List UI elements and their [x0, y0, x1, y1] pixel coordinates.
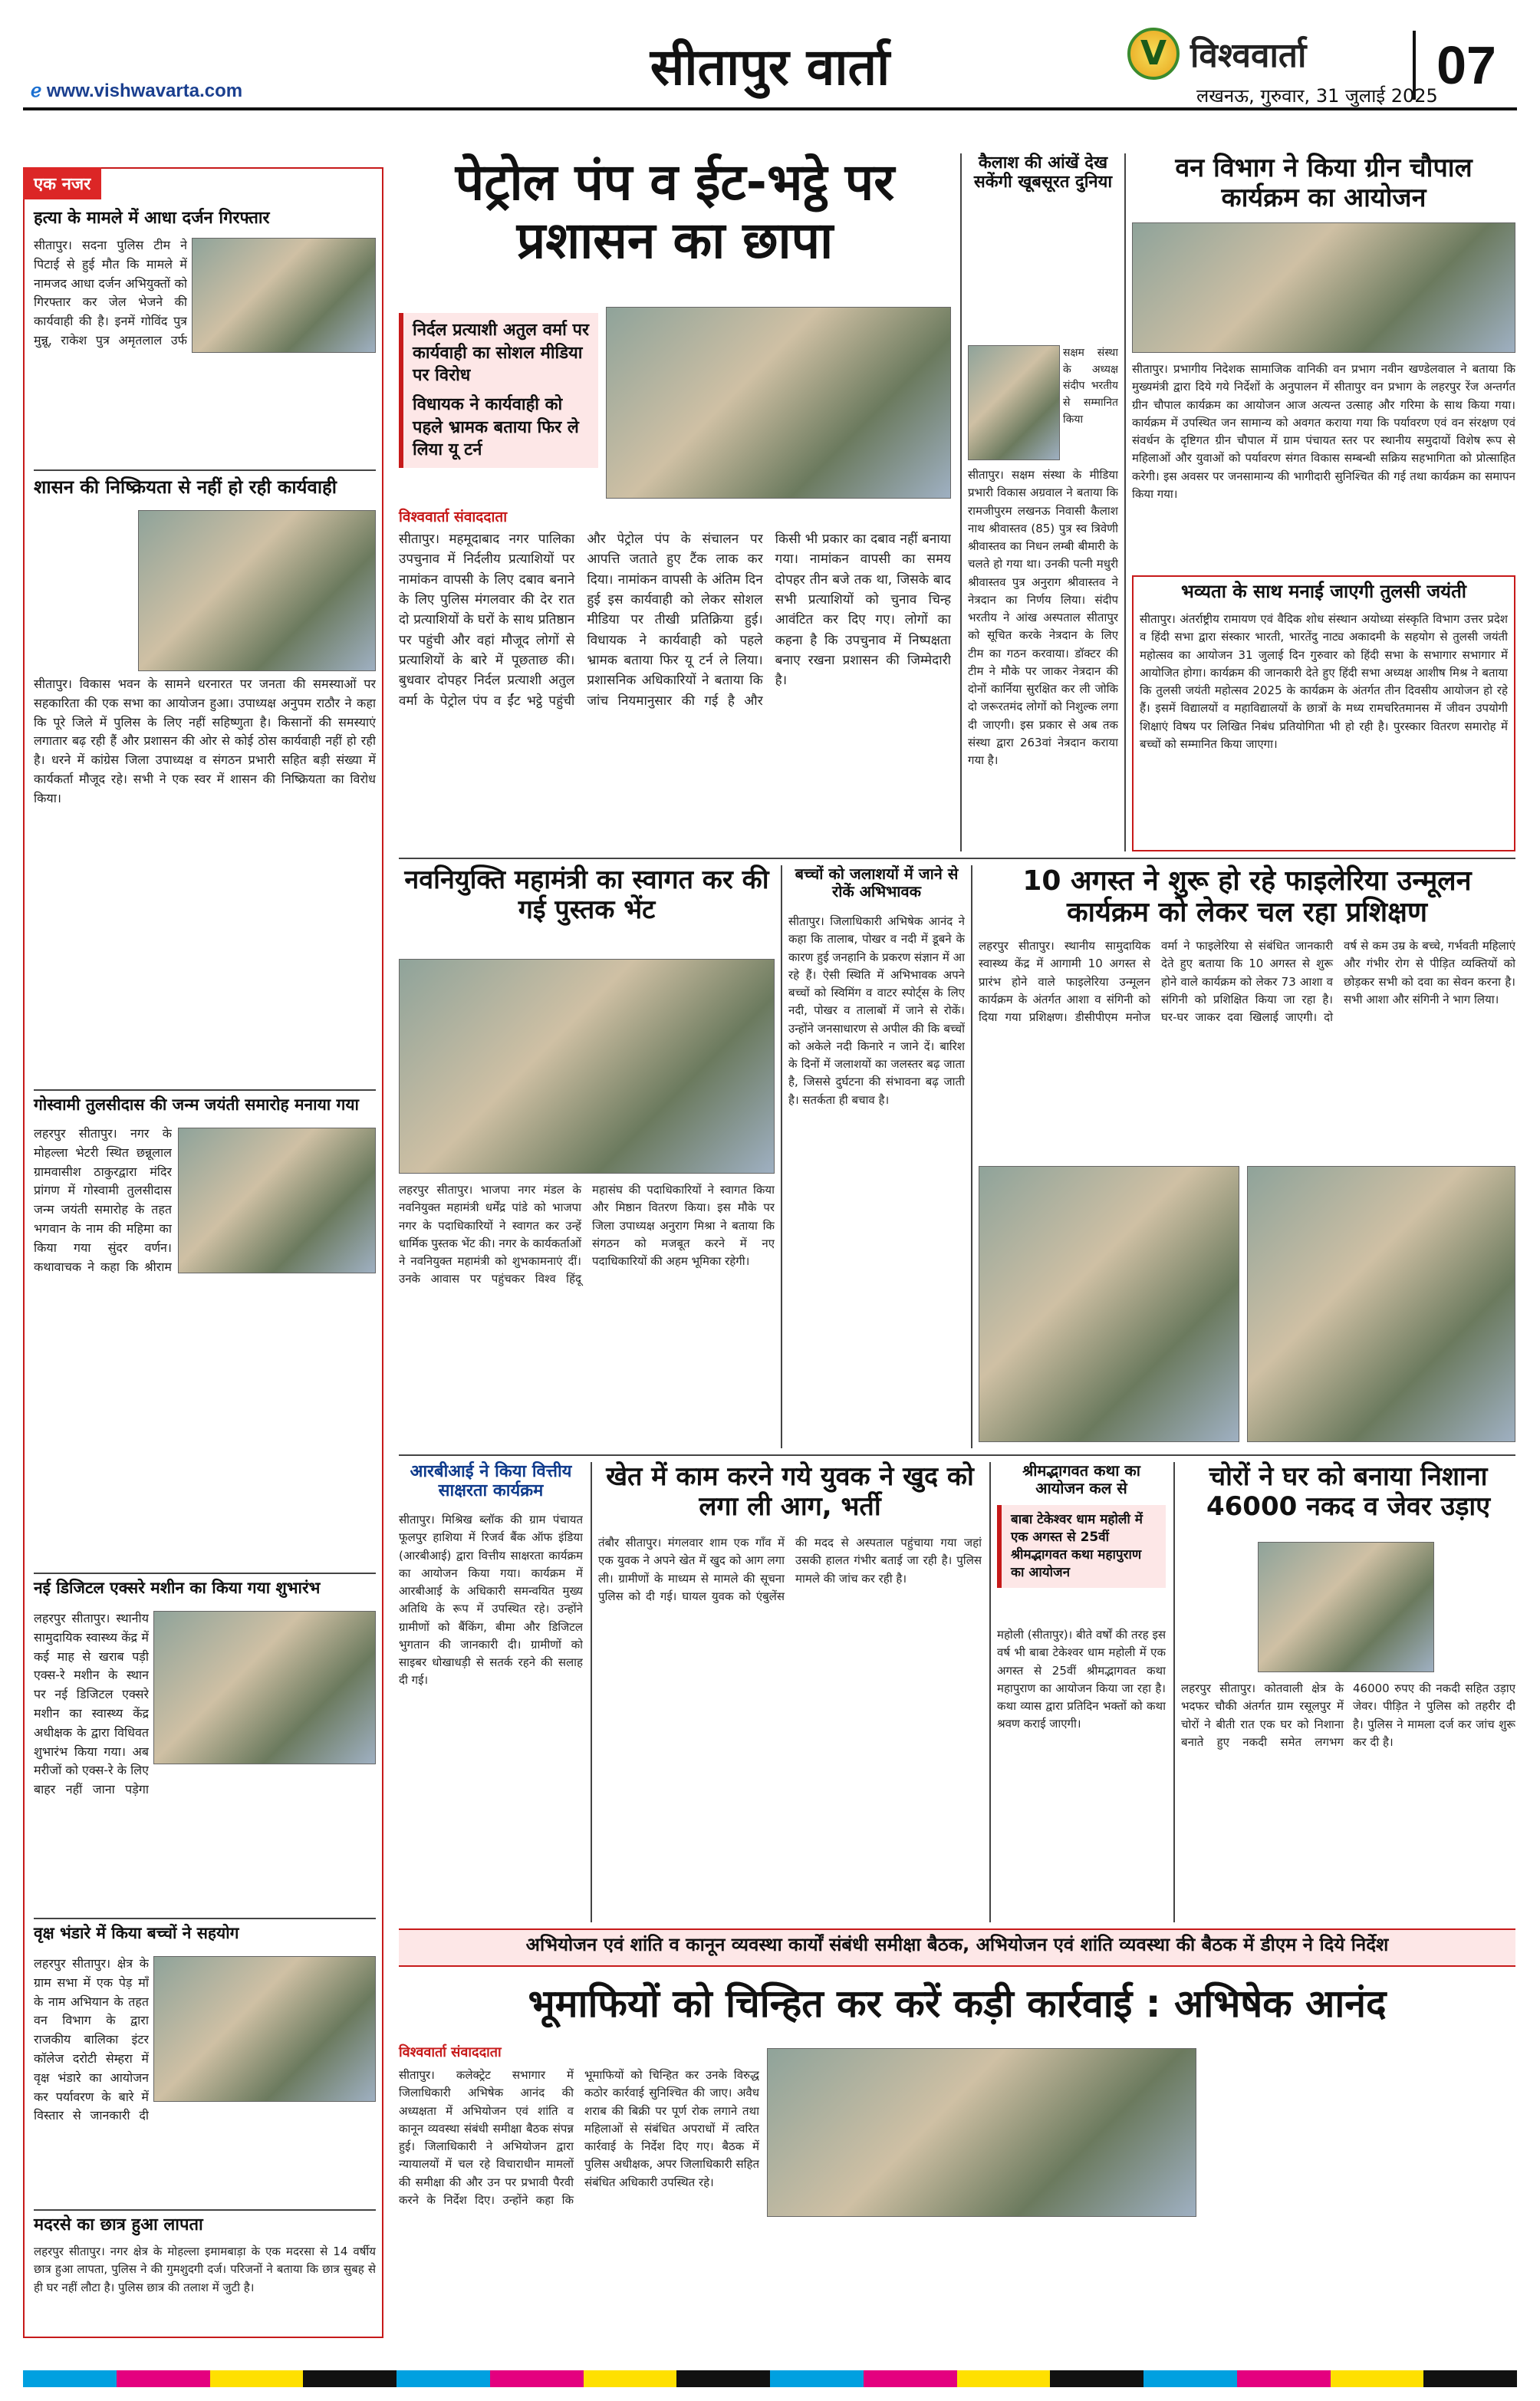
- story-bullet: बाबा टेकेश्वर धाम महोली में एक अगस्त से 25वीं श्रीमद्भागवत कथा महापुराण का आयोजन: [997, 1505, 1166, 1588]
- divider: [34, 1918, 376, 1919]
- lead-byline: विश्ववार्ता संवाददाता: [399, 509, 508, 525]
- col-divider: [591, 1462, 592, 1922]
- story-body: सीतापुर। सक्षम संस्था के मीडिया प्रभारी विकास अग्रवाल ने बताया कि रामजीपुरम लखनऊ निवासी कैलाश नाथ श्रीवास्तव (85) पुत्र स्व त्रिवेणी श्रीवास्तव का निधन लम्बी बीमारी के चलते हो गया था। उनकी पत्नी मधुरी श्रीवास्तव पुत्र अनुराग श्रीवास्तव ने नेत्रदान का निर्णय लिया। संदीप भरतीय ने आंख अस्पताल सीतापुर को सूचित करके नेत्रदान के लिए टीम का गठन करवाया। डॉक्टर की टीम ने मौके पर जाकर नेत्रदान की दोनों कार्निया सुरक्षित कर ली जोकि दो जरूरतमंद लोगों को निशुल्क लगा दी जाएगी। इस प्रकार से अब तक संस्था द्वारा 263वां नेत्रदान कराया गया है।: [968, 468, 1118, 767]
- meeting-photo: [767, 2048, 1196, 2217]
- dateline: लखनऊ, गुरुवार, 31 जुलाई 2025: [1196, 85, 1438, 107]
- brand-logo: [1127, 28, 1306, 80]
- col-divider: [1173, 1462, 1175, 1922]
- story-body: लहरपुर सीतापुर। नगर के मोहल्ला भेटरी स्थित छन्नूलाल ग्रामवासीश ठाकुरद्वारा मंदिर प्रांगण में गोस्वामी तुलसीदास जन्म जयंती समारोह के तहत भगवान के नाम की महिमा का किया गया सुंदर वर्णन। कथावाचक ने कहा कि श्रीराम: [34, 1126, 172, 1274]
- story-headline: भव्यता के साथ मनाई जाएगी तुलसी जयंती: [1181, 581, 1466, 602]
- logo-icon: V: [1127, 28, 1180, 80]
- bottom-strap: अभियोजन एवं शांति व कानून व्यवस्था कार्यों संबंधी समीक्षा बैठक, अभियोजन एवं शांति व्यवस्था की बैठक में डीएम ने दिये निर्देश: [525, 1934, 1389, 1955]
- story-body: [968, 222, 1118, 341]
- person-photo: [968, 345, 1060, 460]
- story-photo: [1247, 1166, 1515, 1442]
- story-body: लहरपुर सीतापुर। स्थानीय सामुदायिक स्वास्थ्य केंद्र में आगामी 10 अगस्त से प्रारंभ होने वाले फाइलेरिया उन्मूलन कार्यक्रम के अंतर्गत आशा व संगिनी को दिया गया प्रशिक्षण। डीसीपीएम मनोज वर्मा ने फाइलेरिया से संबंधित जानकारी देते हुए बताया कि 10 अगस्त से शुरू होने वाले कार्यक्रम को लेकर 73 आशा व संगिनी को प्रशिक्षित किया जा रहा है। घर-घर जाकर दवा खिलाई जाएगी। दो वर्ष से कम उम्र के बच्चे, गर्भवती महिलाएं और गंभीर रोग से पीड़ित व्यक्तियों को छोड़कर सभी को दवा का सेवन करना है। सभी आशा और संगिनी ने भाग लिया।: [979, 939, 1515, 1024]
- story-photo: [1132, 222, 1515, 353]
- bullet-item: विधायक ने कार्यवाही को पहले भ्रामक बताया फिर ले लिया यू टर्न: [413, 395, 579, 460]
- print-colorbar: [23, 2370, 1517, 2387]
- story-photo: [153, 1611, 376, 1764]
- col-divider: [960, 153, 962, 851]
- story-body: लहरपुर सीतापुर। कोतवाली क्षेत्र के भदफर चौकी अंतर्गत ग्राम रसूलपुर में चोरों ने बीती रात एक घर को निशाना बनाते हुए नकदी समेत लगभग 46000 रुपए की नकदी सहित उड़ाए जेवर। पीड़ित ने पुलिस को तहरीर दी है। पुलिस ने मामला दर्ज कर जांच शुरू कर दी है।: [1181, 1681, 1515, 1749]
- bottom-body-cont: [1204, 2048, 1515, 2335]
- story-headline: मदरसे का छात्र हुआ लापता: [34, 2215, 203, 2235]
- story-photo: [138, 510, 376, 671]
- lead-photo: [606, 307, 951, 499]
- url-text: www.vishwavarta.com: [46, 81, 243, 101]
- story-photo: [979, 1166, 1239, 1442]
- bottom-body-cont: [767, 2225, 1196, 2335]
- story-body: लहरपुर सीतापुर। स्थानीय सामुदायिक स्वास्थ्य केंद्र में कई माह से खराब पड़ी एक्स-रे मशीन के स्थान पर नई डिजिटल एक्सरे मशीन का स्वास्थ्य केंद्र अधीक्षक के द्वारा विधिवत शुभारंभ किया गया। अब मरीजों को एक्स-रे के लिए बाहर नहीं जाना पड़ेगा: [34, 1611, 149, 1797]
- story-body: [34, 506, 133, 675]
- row-divider: [399, 1454, 1515, 1456]
- page-number: 07: [1413, 31, 1517, 100]
- story-headline: आरबीआई ने किया वित्तीय साक्षरता कार्यक्रम: [410, 1462, 572, 1501]
- story-headline: चोरों ने घर को बनाया निशाना 46000 नकद व जेवर उड़ाए: [1206, 1461, 1491, 1523]
- bottom-body: सीतापुर। कलेक्ट्रेट सभागार में जिलाधिकारी अभिषेक आनंद की अध्यक्षता में अभियोजन एवं शांति व कानून व्यवस्था संबंधी समीक्षा बैठक संपन्न हुई। जिलाधिकारी ने अभियोजन द्वारा न्यायालयों में चल रहे विचाराधीन मामलों की समीक्षा की और उन पर प्रभावी पैरवी करने के निर्देश दिए। उन्होंने कहा कि भूमाफियों को चिन्हित कर उनके विरुद्ध कठोर कार्रवाई सुनिश्चित की जाए। अवैध शराब की बिक्री पर पूर्ण रोक लगाने तथा महिलाओं से संबंधित अपराधों में त्वरित कार्रवाई के निर्देश दिए गए। बैठक में पुलिस अधीक्षक, अपर जिलाधिकारी सहित संबंधित अधिकारी उपस्थित रहे।: [399, 2068, 759, 2207]
- story-body: तंबौर सीतापुर। मंगलवार शाम एक गाँव में एक युवक ने अपने खेत में खुद को आग लगा ली। ग्रामीणों के माध्यम से मामले की सूचना पुलिस को दी गई। घायल युवक को एंबुलेंस की मदद से अस्पताल पहुंचाया गया जहां उसकी हालत गंभीर बताई जा रही है। पुलिस मामले की जांच कर रही है।: [598, 1536, 982, 1603]
- story-body: लहरपुर सीतापुर। क्षेत्र के ग्राम सभा में एक पेड़ माँ के नाम अभियान के तहत वन विभाग के द्वारा राजकीय बालिका इंटर कॉलेज दरोटी सेम्हरा में वृक्ष भंडारे का आयोजन कर पर्यावरण के बारे में विस्तार से जानकारी दी: [34, 1956, 149, 2123]
- story-body: सीतापुर। अंतर्राष्ट्रीय रामायण एवं वैदिक शोध संस्थान अयोध्या संस्कृति विभाग उत्तर प्रदेश व हिंदी सभा द्वारा संस्कार भारती, भारतेंदु नाट्य अकादमी के सहयोग से तुलसी जयंती महोत्सव का आयोजन 31 जुलाई दिन गुरुवार को हिंदी सभा के सभागार सभागार में आयोजित होगा। कार्यक्रम की जानकारी देते हुए हिंदी सभा अध्यक्ष आशीष मिश्र ने बताया कि तुलसी जयंती महोत्सव 2025 के कार्यक्रम के अंतर्गत तीन दिवसीय आयोजन हो रहे हैं। इसमें विद्यालयों व महाविद्यालयों के छात्रों के मध्य रामचरितमानस में जीवन उपयोगी शिक्षाएं विषय पर लिखित निबंध प्रतियोगिता भी हो रही है। पुरस्कार वितरण समारोह में बच्चों को सम्मानित किया जाएगा।: [1140, 612, 1508, 751]
- story-headline: गोस्वामी तुलसीदास की जन्म जयंती समारोह मनाया गया: [34, 1095, 359, 1114]
- story-photo: [153, 1956, 376, 2102]
- divider: [34, 1089, 376, 1091]
- story-headline: नई डिजिटल एक्सरे मशीन का किया गया शुभारंभ: [34, 1579, 321, 1597]
- story-photo: [1258, 1542, 1434, 1672]
- photo-caption: सक्षम संस्था के अध्यक्ष संदीप भरतीय से सम्मानित किया: [1063, 347, 1118, 426]
- story-body: महोली (सीतापुर)। बीते वर्षों की तरह इस वर्ष भी बाबा टेकेश्वर धाम महोली में एक अगस्त से 25वीं श्रीमद्भागवत कथा महापुराण का आयोजन किया जा रहा है। कथा व्यास द्वारा प्रतिदिन भक्तों को कथा श्रवण कराई जाएगी।: [997, 1628, 1166, 1731]
- col-divider: [781, 865, 782, 1448]
- story-headline: शासन की निष्क्रियता से नहीं हो रही कार्यवाही: [34, 476, 337, 498]
- section-tag: एक नजर: [23, 167, 101, 199]
- story-photo: [192, 238, 376, 353]
- bottom-byline: विश्ववार्ता संवाददाता: [399, 2044, 502, 2060]
- story-body-cont: [34, 1281, 376, 1565]
- story-headline: नवनियुक्ति महामंत्री का स्वागत कर की गई पुस्तक भेंट: [404, 865, 769, 926]
- page-title: सीतापुर वार्ता: [650, 38, 890, 97]
- story-body-cont: [34, 354, 376, 463]
- story-body: सीतापुर। प्रभागीय निदेशक सामाजिक वानिकी वन प्रभाग नवीन खण्डेलवाल ने बताया कि मुख्यमंत्री द्वारा दिये गये निर्देशों के अनुपालन में सीतापुर वन प्रभाग के लहरपुर रेंज अन्तर्गत ग्रीन चौपाल कार्यक्रम का आयोजन आज अत्यन्त उत्साह और गरिमा के साथ किया गया। कार्यक्रम में उपस्थित जन सामान्य को अवगत कराया गया कि पर्यावरण एवं वन संरक्षण एवं संवर्धन के दृष्टिगत ग्रीन चौपाल में ग्राम पंचायत स्तर पर स्थानीय समुदायों विशेष रूप से महिलाओं और युवाओं को पर्यावरण संगत विकास सम्बन्धी सक्रिय सहभागिता को प्रोत्साहित करेगी। इस अवसर पर जनसामान्य की भागीदारी सुनिश्चित की गई तथा कार्यक्रम का समापन किया गया।: [1132, 362, 1515, 501]
- bottom-headline: भूमाफियों को चिन्हित कर करें कड़ी कार्रवाई : अभिषेक आनंद: [528, 1981, 1387, 2026]
- story-body: लहरपुर सीतापुर। नगर क्षेत्र के मोहल्ला इमामबाड़ा के एक मदरसा से 14 वर्षीय छात्र हुआ लापता, पुलिस ने की गुमशुदगी दर्ज। परिजनों ने बताया कि छात्र सुबह से ही घर नहीं लौटा है। पुलिस छात्र की तलाश में जुटी है।: [34, 2245, 376, 2294]
- story-body-cont: [34, 1803, 376, 1910]
- story-body: सीतापुर। विकास भवन के सामने धरनारत पर जनता की समस्याओं पर सहकारिता की एक सभा का आयोजन हुआ। उपाध्यक्ष अनुपम राठौर ने कहा कि पूरे जिले में पुलिस के लिए नहीं सहिष्णुता है। किसानों की समस्याएं लगातार बढ़ रही हैं और प्रशासन की ओर से कोई ठोस कार्यवाही नहीं हो रही है। धरने में कांग्रेस जिला उपाध्यक्ष व संगठन प्रभारी सहित बड़ी संख्या में कार्यकर्ता मौजूद रहे। सभी ने एक स्वर में शासन की निष्क्रियता का विरोध किया।: [34, 677, 376, 805]
- lead-body: सीतापुर। महमूदाबाद नगर पालिका उपचुनाव में निर्दलीय प्रत्याशियों पर नामांकन वापसी के लिए दबाव बनाने के लिए पुलिस मंगलवार की देर रात दो प्रत्याशियों के घरों के साथ प्रतिष्ठान पर पहुंची और वहां मौजूद लोगों से प्रत्याशियों के बारे में पूछताछ की। बुधवार दोपहर निर्दल प्रत्याशी अतुल वर्मा के पेट्रोल पंप व ईंट भट्ठे पहुंची और पेट्रोल पंप के संचालन पर आपत्ति जताते हुए टैंक लाक कर दिया। नामांकन वापसी के अंतिम दिन हुई इस कार्यवाही को लेकर सोशल मीडिया पर तीखी प्रतिक्रिया हुई। विधायक ने कार्यवाही को पहले भ्रामक बताया फिर यू टर्न ले लिया। प्रशासनिक अधिकारियों ने बताया कि जांच नियमानुसार की गई है और किसी भी प्रकार का दबाव नहीं बनाया गया। नामांकन वापसी का समय दोपहर तीन बजे तक था, जिसके बाद सभी प्रत्याशियों को चुनाव चिन्ह आवंटित कर दिए गए। लोगों का कहना है कि उपचुनाव में निष्पक्षता बनाए रखना प्रशासन की जिम्मेदारी है।: [399, 532, 951, 709]
- bullet-item: निर्दल प्रत्याशी अतुल वर्मा पर कार्यवाही का सोशल मीडिया पर विरोध: [413, 321, 590, 386]
- story-photo: [399, 959, 775, 1174]
- header-rule: [23, 107, 1517, 110]
- row-divider: [399, 858, 1515, 859]
- story-headline: 10 अगस्त ने शुरू हो रहे फाइलेरिया उन्मूलन कार्यक्रम को लेकर चल रहा प्रशिक्षण: [1022, 865, 1472, 929]
- story-body: सीतापुर। सदना पुलिस टीम ने पिटाई से हुई मौत कि मामले में नामजद आधा दर्जन अभियुक्तों को गिरफ्तार कर जेल भेजने की कार्यवाही की है। इनमें गोविंद पुत्र मुन्नू, राकेश पुत्र अमृतलाल उर्फ: [34, 238, 187, 347]
- story-headline: बच्चों को जलाशयों में जाने से रोकें अभिभावक: [795, 865, 959, 901]
- divider: [34, 1573, 376, 1574]
- story-body: सीतापुर। जिलाधिकारी अभिषेक आनंद ने कहा कि तालाब, पोखर व नदी में डूबने के कारण हुई जनहानि के प्रकरण संज्ञान में आ रहे हैं। ऐसी स्थिति में अभिभावक अपने बच्चों को स्विमिंग व वाटर स्पोर्ट्स के लिए नदी, पोखर व तालाबों में जाने से रोकें। उन्होंने जनसाधारण से अपील की कि बच्चों को अकेले नदी किनारे न जाने दें। बारिश के दिनों में जलाशयों का जलस्तर बढ़ जाता है, जिससे दुर्घटना की संभावना बढ़ जाती है। सतर्कता ही बचाव है।: [788, 914, 965, 1107]
- story-body: लहरपुर सीतापुर। भाजपा नगर मंडल के नवनियुक्त महामंत्री धर्मेंद्र पांडे को भाजपा नगर के पदाधिकारियों ने स्वागत कर उन्हें धार्मिक पुस्तक भेंट की। नगर के कार्यकर्ताओं ने नवनियुक्त महामंत्री को शुभकामनाएं दीं। उनके आवास पर पहुंचकर विश्व हिंदू महासंघ की पदाधिकारियों ने स्वागत किया और मिष्ठान वितरण किया। इस मौके पर जिला उपाध्यक्ष अनुराग मिश्रा ने बताया कि संगठन को मजबूत करने में नए पदाधिकारियों की अहम भूमिका रहेगी।: [399, 1183, 775, 1286]
- col-divider: [971, 865, 972, 1448]
- story-headline: श्रीमद्भागवत कथा का आयोजन कल से: [1022, 1461, 1140, 1497]
- story-headline: हत्या के मामले में आधा दर्जन गिरफ्तार: [34, 209, 270, 228]
- divider: [34, 2209, 376, 2211]
- story-headline: कैलाश की आंखें देख सकेंगी खूबसूरत दुनिया: [973, 153, 1113, 193]
- col-divider: [989, 1462, 991, 1922]
- globe-icon: ℯ: [31, 81, 47, 101]
- divider: [34, 469, 376, 471]
- story-headline: वृक्ष भंडारे में किया बच्चों ने सहयोग: [34, 1924, 239, 1942]
- col-divider: [1124, 153, 1126, 851]
- lead-headline: पेट्रोल पंप व ईट-भट्ठे पर प्रशासन का छापा: [455, 153, 895, 270]
- story-headline: खेत में काम करने गये युवक ने खुद को लगा ली आग, भर्ती: [606, 1461, 974, 1523]
- brand-name: विश्ववार्ता: [1190, 36, 1307, 75]
- story-body: सीतापुर। मिश्रिख ब्लॉक की ग्राम पंचायत फूलपुर हाशिया में रिजर्व बैंक ऑफ इंडिया (आरबीआई) द्वारा वित्तीय साक्षरता कार्यक्रम का आयोजन किया गया। कार्यक्रम में आरबीआई के अधिकारी समन्वयित मुख्य अतिथि के रूप में उपस्थित रहे। उन्होंने ग्रामीणों को बैंकिंग, बीमा और डिजिटल भुगतान की जानकारी दी। ग्रामीणों को साइबर धोखाधड़ी से सतर्क रहने की सलाह दी गई।: [399, 1513, 583, 1688]
- story-headline: वन विभाग ने किया ग्रीन चौपाल कार्यक्रम का आयोजन: [1175, 153, 1473, 214]
- story-photo: [178, 1128, 376, 1273]
- lead-bullets: [399, 313, 598, 468]
